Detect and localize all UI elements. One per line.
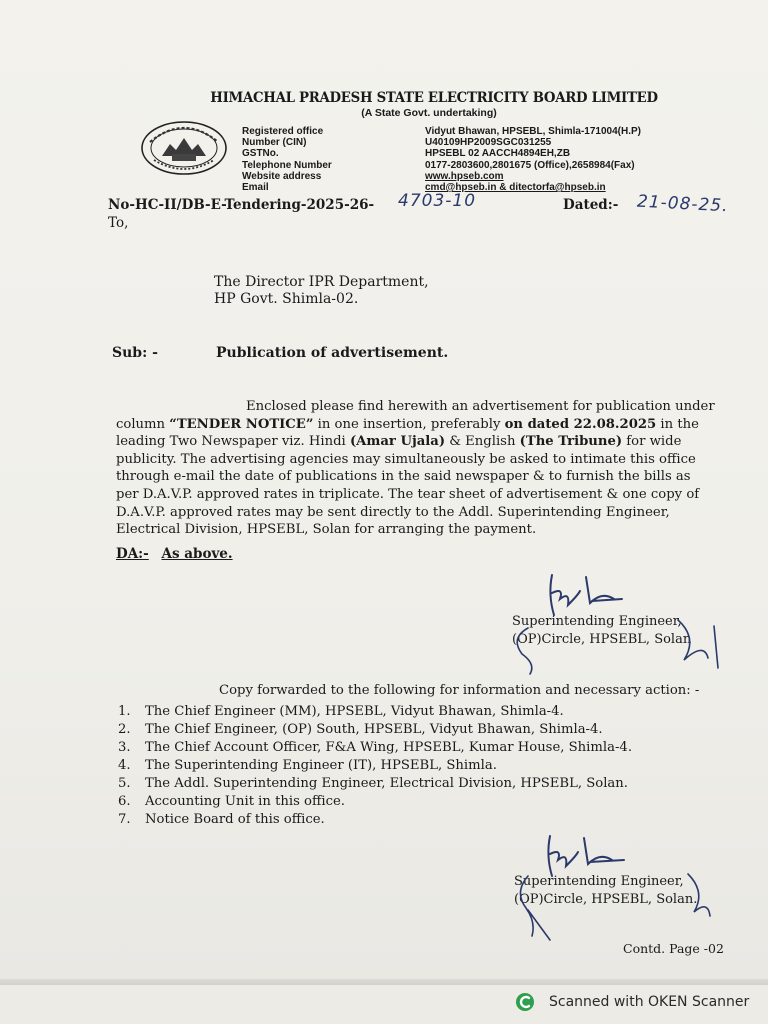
list-item: 1. The Chief Engineer (MM), HPSEBL, Vidyut Bhawan, Shimla-4. — [118, 704, 564, 719]
signature-1-designation: Superintending Engineer, — [512, 614, 682, 629]
subject-label: Sub: - — [112, 345, 158, 361]
da-label: DA:- — [116, 546, 149, 562]
scanner-logo-icon — [515, 992, 535, 1012]
da-line — [116, 546, 233, 562]
initials-scribble-icon — [510, 870, 720, 945]
info-label-telephone: Telephone Number — [242, 159, 332, 171]
list-item: 6. Accounting Unit in this office. — [118, 794, 345, 809]
signature-2-office: (OP)Circle, HPSEBL, Solan. — [514, 892, 698, 907]
body-line-7: D.A.V.P. approved rates may be sent directly to the Addl. Superintending Engineer, — [116, 504, 670, 520]
signature-2-designation: Superintending Engineer, — [514, 874, 684, 889]
list-item: 7. Notice Board of this office. — [118, 812, 325, 827]
continued-page-note: Contd. Page -02 — [623, 941, 724, 956]
copy-forward-list — [118, 703, 632, 829]
english-newspaper-text: (The Tribune) — [519, 434, 623, 450]
page-bottom-edge — [0, 979, 768, 985]
scanner-watermark — [515, 990, 749, 1014]
body-line-6: per D.A.V.P. approved rates in triplicate. The tear sheet of advertisement & one copy of — [116, 486, 700, 502]
info-label-email: Email — [242, 182, 269, 194]
reference-number-line — [108, 197, 374, 213]
list-item: 4. The Superintending Engineer (IT), HPSEBL, Shimla. — [118, 758, 497, 773]
body-line-8: Electrical Division, HPSEBL, Solan for arranging the payment. — [116, 522, 537, 538]
scanner-watermark-text: Scanned with OKEN Scanner — [549, 994, 750, 1010]
addressee-line-1: The Director IPR Department, — [214, 274, 429, 290]
body-line-2: column “TENDER NOTICE” in one insertion, preferably on dated 22.08.2025 in the — [116, 416, 699, 432]
hpsebl-emblem-logo — [140, 120, 228, 176]
reference-number-handwritten: 4703-10 — [398, 191, 477, 211]
body-line-3: leading Two Newspaper viz. Hindi (Amar Ujala) & English (The Tribune) for wide — [116, 434, 682, 450]
info-value-gst: HPSEBL 02 AACCH4894EH,ZB — [425, 148, 571, 160]
body-line-4: publicity. The advertising agencies may simultaneously be asked to intimate this office — [116, 451, 696, 467]
info-value-telephone: 0177-2803600,2801675 (Office),2658984(Fax) — [425, 159, 635, 171]
initials-scribble-icon — [508, 618, 738, 678]
signature-1-office: (OP)Circle, HPSEBL, Solan — [512, 632, 692, 647]
info-value-registered-office: Vidyut Bhawan, HPSEBL, Shimla-171004(H.P) — [425, 126, 641, 137]
list-item: 5. The Addl. Superintending Engineer, Electrical Division, HPSEBL, Solan. — [118, 776, 628, 791]
info-label-website: Website address — [242, 170, 322, 182]
list-item: 3. The Chief Account Officer, F&A Wing, HPSEBL, Kumar House, Shimla-4. — [118, 740, 633, 755]
body-paragraph — [116, 398, 746, 539]
info-label-registered-office: Registered office — [242, 126, 324, 137]
to-label: To, — [108, 215, 129, 231]
info-value-cin: U40109HP2009SGC031255 — [425, 137, 552, 149]
dated-label: Dated:- — [563, 197, 619, 213]
body-line-1: Enclosed please find herewith an advertisement for publication under — [246, 399, 715, 414]
info-value-website: www.hpseb.com — [425, 170, 504, 182]
addressee-line-2: HP Govt. Shimla-02. — [214, 291, 359, 307]
info-value-email: cmd@hpseb.in & ditectorfa@hpseb.in — [425, 182, 606, 194]
hindi-newspaper-text: (Amar Ujala) — [349, 434, 446, 450]
header-info-labels — [242, 126, 332, 193]
info-label-gst: GSTNo. — [242, 148, 279, 160]
da-text: As above. — [161, 546, 233, 562]
copy-forward-intro: Copy forwarded to the following for information and necessary action: - — [219, 683, 700, 698]
list-item: 2. The Chief Engineer, (OP) South, HPSEBL, Vidyut Bhawan, Shimla-4. — [118, 722, 603, 737]
info-label-cin: Number (CIN) — [242, 137, 307, 149]
dated-handwritten: 21-08-25. — [636, 191, 730, 217]
subject-text: Publication of advertisement. — [216, 345, 449, 361]
reference-number-printed: No-HC-II/DB-E-Tendering-2025-26- — [108, 197, 375, 213]
organisation-name: HIMACHAL PRADESH STATE ELECTRICITY BOARD LIMITED — [210, 90, 658, 106]
tender-notice-text: “TENDER NOTICE” — [169, 416, 314, 432]
organisation-subtitle: (A State Govt. undertaking) — [361, 107, 497, 119]
body-line-5: through e-mail the date of publications in the said newspaper & to furnish the bills as — [116, 469, 691, 485]
publication-date-text: on dated 22.08.2025 — [504, 416, 657, 432]
header-info-values — [425, 126, 641, 193]
